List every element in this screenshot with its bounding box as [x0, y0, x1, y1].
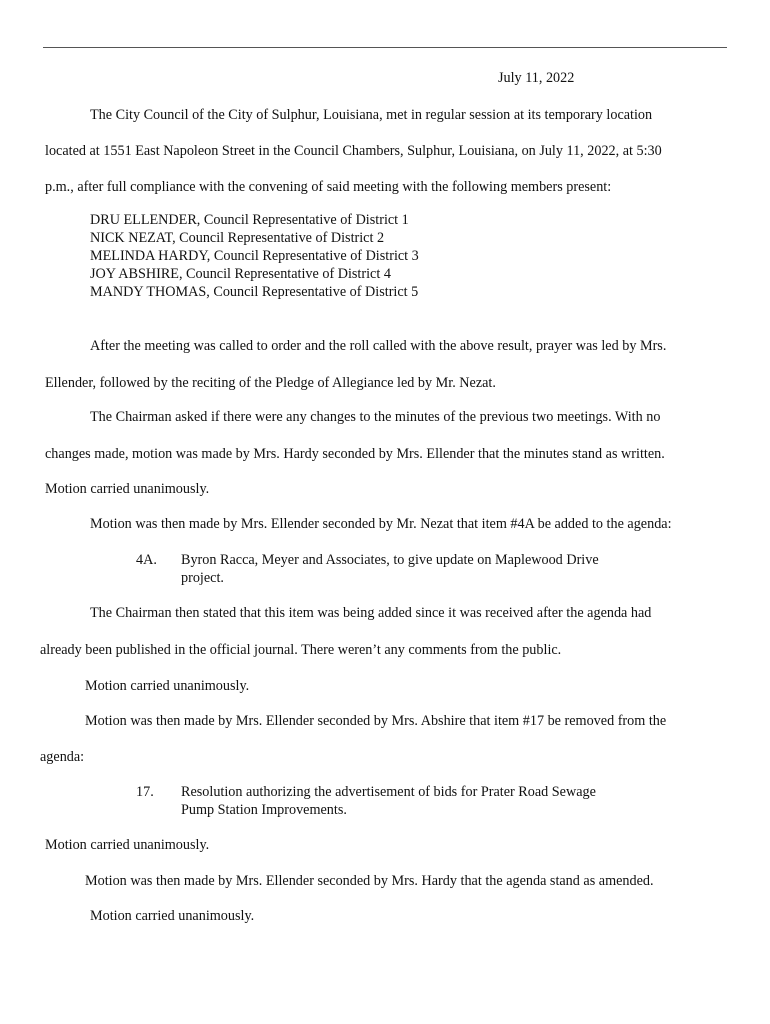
chairman-line-2: already been published in the official journal. There weren’t any comments from the public. [40, 642, 562, 658]
intro-line-3: p.m., after full compliance with the convening of said meeting with the following members present: [45, 179, 612, 195]
motion-17-line-1: Motion was then made by Mrs. Ellender seconded by Mrs. Abshire that item #17 be removed from the [85, 713, 667, 729]
member-5: MANDY THOMAS, Council Representative of District 5 [90, 284, 419, 300]
motion-4a: Motion was then made by Mrs. Ellender seconded by Mr. Nezat that item #4A be added to the agenda: [90, 516, 672, 532]
member-3: MELINDA HARDY, Council Representative of District 3 [90, 248, 419, 264]
chairman-line-1: The Chairman then stated that this item was being added since it was received after the agenda had [90, 605, 652, 621]
item-17-line-1: Resolution authorizing the advertisement of bids for Prater Road Sewage [181, 784, 596, 800]
intro-line-1: The City Council of the City of Sulphur, Louisiana, met in regular session at its temporary location [90, 107, 653, 123]
motion-carried-1: Motion carried unanimously. [85, 678, 250, 694]
item-17-line-2: Pump Station Improvements. [181, 802, 347, 818]
motion-17-line-2: agenda: [40, 749, 85, 765]
prayer-line-1: After the meeting was called to order and the roll called with the above result, prayer was led by Mrs. [90, 338, 667, 354]
item-17-number: 17. [136, 784, 154, 800]
motion-carried-2: Motion carried unanimously. [45, 837, 210, 853]
member-2: NICK NEZAT, Council Representative of District 2 [90, 230, 385, 246]
minutes-line-1: The Chairman asked if there were any changes to the minutes of the previous two meetings. With no [90, 409, 661, 425]
member-4: JOY ABSHIRE, Council Representative of District 4 [90, 266, 391, 282]
member-1: DRU ELLENDER, Council Representative of District 1 [90, 212, 409, 228]
intro-line-2: located at 1551 East Napoleon Street in the Council Chambers, Sulphur, Louisiana, on July 11, 2022, at 5:30 [45, 143, 662, 159]
minutes-line-2: changes made, motion was made by Mrs. Hardy seconded by Mrs. Ellender that the minutes stand as written. [45, 446, 665, 462]
minutes-line-3: Motion carried unanimously. [45, 481, 210, 497]
item-4a-line-1: Byron Racca, Meyer and Associates, to give update on Maplewood Drive [181, 552, 599, 568]
meeting-date: July 11, 2022 [498, 70, 575, 86]
motion-amended: Motion was then made by Mrs. Ellender seconded by Mrs. Hardy that the agenda stand as amended. [85, 873, 654, 889]
item-4a-number: 4A. [136, 552, 157, 568]
motion-carried-3: Motion carried unanimously. [90, 908, 255, 924]
header-rule [43, 47, 727, 48]
prayer-line-2: Ellender, followed by the reciting of the Pledge of Allegiance led by Mr. Nezat. [45, 375, 496, 391]
item-4a-line-2: project. [181, 570, 224, 586]
